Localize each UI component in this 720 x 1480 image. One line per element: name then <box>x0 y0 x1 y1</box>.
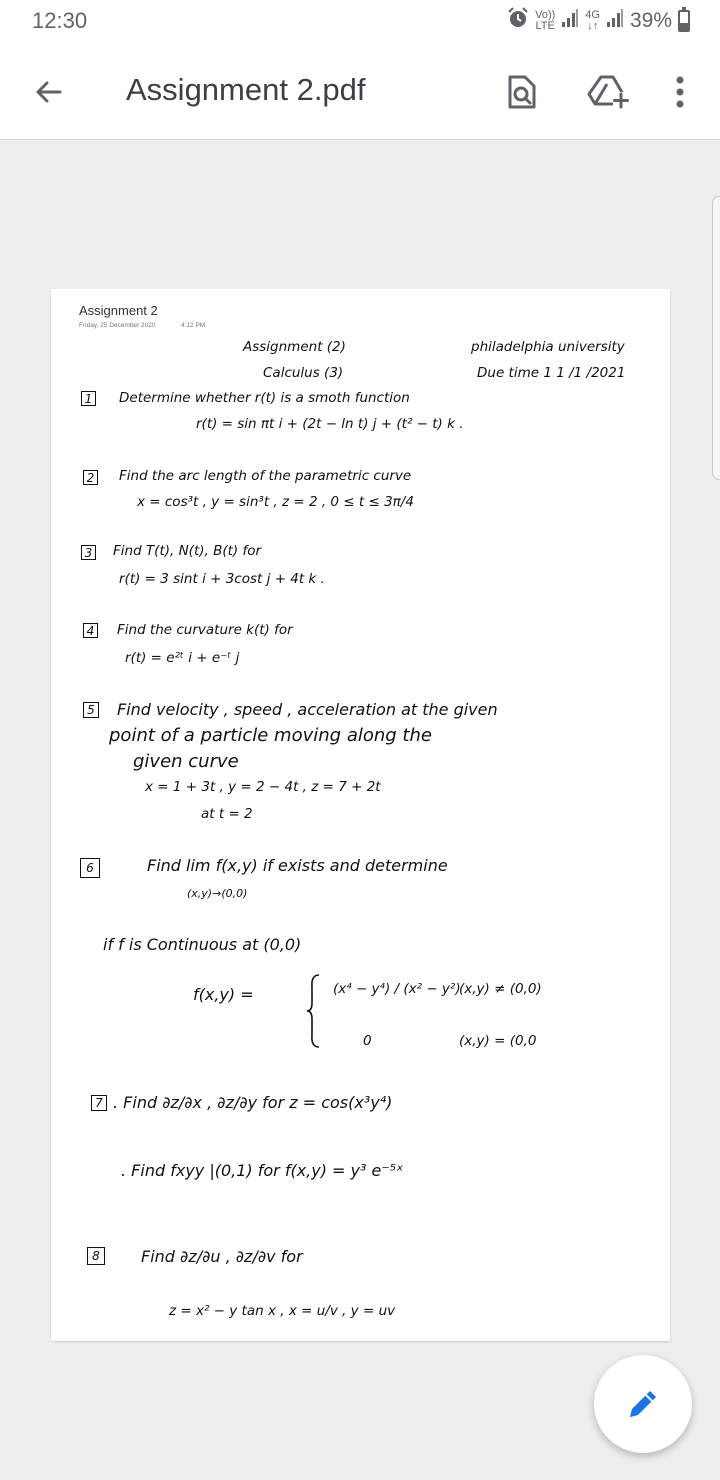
q5-line5: at t = 2 <box>201 806 253 822</box>
q6-limit-sub: (x,y)→(0,0) <box>187 887 248 900</box>
network-text: 4G <box>585 9 600 21</box>
search-document-icon <box>505 74 539 110</box>
piecewise-brace <box>307 973 321 1049</box>
q1-line2: r(t) = sin πt i + (2t − ln t) j + (t² − t) k . <box>196 416 464 432</box>
back-button[interactable] <box>28 72 68 112</box>
add-to-drive-button[interactable] <box>584 68 632 116</box>
q5-line1: Find velocity , speed , acceleration at the given <box>117 700 498 719</box>
status-time: 12:30 <box>32 8 88 33</box>
battery-fill <box>680 23 688 30</box>
university-label: philadelphia university <box>471 339 625 355</box>
q7-line1: . Find ∂z/∂x , ∂z/∂y for z = cos(x³y⁴) <box>113 1093 393 1112</box>
q6-number: 6 <box>80 858 100 878</box>
q5-number: 5 <box>83 702 99 718</box>
q6-line2: if f is Continuous at (0,0) <box>103 935 302 954</box>
q2-number: 2 <box>83 470 98 485</box>
q3-line1: Find T(t), N(t), B(t) for <box>113 543 262 559</box>
volte-text: Vo)) <box>535 9 556 21</box>
q2-line2: x = cos³t , y = sin³t , z = 2 , 0 ≤ t ≤ 3π/4 <box>137 494 414 510</box>
status-icons <box>507 6 690 36</box>
q2-line1: Find the arc length of the parametric curve <box>119 468 412 484</box>
page-title: Assignment 2 <box>79 303 158 318</box>
q1-number: 1 <box>81 391 96 406</box>
q5-line4: x = 1 + 3t , y = 2 − 4t , z = 7 + 2t <box>145 779 381 795</box>
data-arrows-icon: ↓↑ <box>587 20 599 32</box>
alarm-icon <box>507 7 529 35</box>
q5-line2: point of a particle moving along the <box>109 725 432 746</box>
q4-line2: r(t) = e²ᵗ i + e⁻ᵗ j <box>125 650 240 666</box>
document-title: Assignment 2.pdf <box>126 72 366 107</box>
more-vert-icon <box>675 75 685 109</box>
q5-line3: given curve <box>133 751 239 772</box>
q4-number: 4 <box>83 623 98 638</box>
page-time: 4:12 PM <box>181 322 206 329</box>
app-bar <box>0 44 720 140</box>
q6-case1-cond: (x,y) ≠ (0,0) <box>459 981 542 997</box>
course-label: Calculus (3) <box>263 365 344 381</box>
assignment-label: Assignment (2) <box>243 339 346 355</box>
q6-case1-expr: (x⁴ − y⁴) / (x² − y²) <box>333 981 461 997</box>
edit-fab-button[interactable] <box>594 1355 692 1453</box>
add-to-drive-icon <box>587 74 629 110</box>
battery-percent: 39% <box>629 9 672 32</box>
q8-number: 8 <box>87 1247 105 1265</box>
q8-line1: Find ∂z/∂u , ∂z/∂v for <box>141 1247 303 1266</box>
scroll-handle[interactable] <box>712 196 720 480</box>
q8-line2: z = x² − y tan x , x = u/v , y = uv <box>169 1303 396 1319</box>
q1-line1: Determine whether r(t) is a smoth function <box>119 390 410 406</box>
pencil-icon <box>624 1385 662 1423</box>
q6-function-label: f(x,y) = <box>193 985 254 1004</box>
q6-case2-cond: (x,y) = (0,0 <box>459 1033 537 1049</box>
q3-number: 3 <box>81 545 96 560</box>
battery-icon <box>678 10 690 32</box>
pdf-page <box>51 289 670 1341</box>
more-options-button[interactable] <box>656 68 704 116</box>
q6-case2-expr: 0 <box>363 1033 372 1049</box>
q4-line1: Find the curvature k(t) for <box>117 622 293 638</box>
q7-line2: . Find fxyy |(0,1) for f(x,y) = y³ e⁻⁵ˣ <box>121 1161 404 1180</box>
q3-line2: r(t) = 3 sint i + 3cost j + 4t k . <box>119 571 325 587</box>
lte-text: LTE <box>535 20 555 32</box>
due-time-label: Due time 1 1 /1 /2021 <box>477 365 626 381</box>
volte-indicator <box>535 10 555 32</box>
signal-icon-1 <box>561 8 579 34</box>
signal-icon-2 <box>606 8 624 34</box>
q7-number: 7 <box>91 1095 107 1111</box>
q6-line1: Find lim f(x,y) if exists and determine <box>147 856 448 875</box>
network-type <box>585 10 600 32</box>
status-bar <box>0 0 720 44</box>
page-date: Friday, 25 December 2020 <box>79 322 156 329</box>
search-document-button[interactable] <box>498 68 546 116</box>
back-arrow-icon <box>32 76 64 108</box>
